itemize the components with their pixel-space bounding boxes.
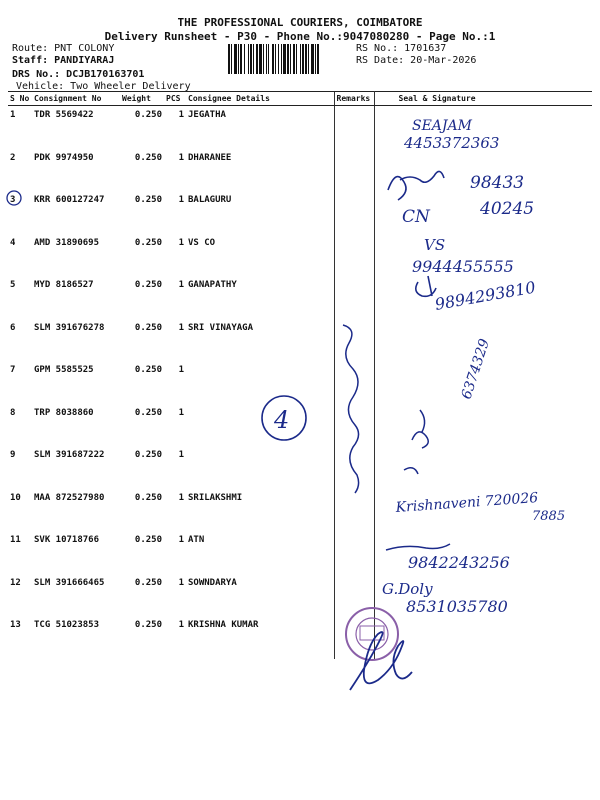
- barcode-bar: [278, 44, 279, 74]
- handwriting-note: 6374329: [458, 336, 494, 402]
- row-weight: 0.250: [134, 365, 162, 375]
- row-seal-signature: [374, 106, 592, 149]
- row-seal-signature: [374, 489, 592, 532]
- row-weight: 0.250: [134, 407, 162, 418]
- row-consignee: SRI VINAYAGA: [188, 322, 254, 333]
- row-sno: 11: [10, 535, 21, 545]
- row-sno: 1: [10, 110, 16, 120]
- row-consignment-no: SVK 10718766: [34, 535, 100, 545]
- row-consignment-no: KRR 600127247: [34, 195, 105, 205]
- runsheet-table: [8, 91, 592, 659]
- row-remarks: [334, 489, 374, 532]
- row-remarks: [334, 106, 374, 149]
- row-consignment-no: SLM 391666465: [34, 577, 105, 588]
- rs-number: RS No.: 1701637: [356, 43, 447, 54]
- col-header-weight: Weight: [120, 92, 164, 106]
- barcode-bar: [315, 44, 316, 74]
- row-consignment-no: PDK 9974950: [34, 152, 94, 163]
- row-remarks: [334, 276, 374, 319]
- row-pcs: 1: [178, 195, 184, 205]
- row-consignee: ATN: [188, 535, 205, 545]
- row-consignee: SOWNDARYA: [188, 577, 237, 588]
- barcode-bar: [272, 44, 274, 74]
- row-sno: 3: [10, 195, 16, 205]
- row-consignee: [186, 446, 334, 489]
- row-sno: 8: [10, 407, 16, 418]
- row-weight: 0.250: [134, 280, 162, 290]
- row-weight: 0.250: [134, 492, 162, 503]
- col-header-consignee: Consignee Details: [186, 92, 334, 106]
- barcode-bar: [238, 44, 239, 74]
- row-consignee: [186, 404, 334, 447]
- row-remarks: [334, 319, 374, 362]
- row-sno: 2: [10, 152, 16, 163]
- barcode-bar: [268, 44, 269, 74]
- barcode-bar: [228, 44, 230, 74]
- row-weight: 0.250: [134, 577, 162, 588]
- row-weight: 0.250: [134, 450, 162, 460]
- table-row: [8, 404, 592, 447]
- row-sno: 9: [10, 450, 16, 460]
- col-header-seal: Seal & Signature: [374, 92, 592, 106]
- barcode-bar: [302, 44, 304, 74]
- handwriting-note: 7885: [532, 509, 566, 524]
- row-pcs: 1: [178, 407, 184, 418]
- barcode-bar: [300, 44, 301, 74]
- barcode-bar: [296, 44, 297, 74]
- barcode-bar: [290, 44, 291, 74]
- runsheet-subtitle: Delivery Runsheet - P30 - Phone No.:9047080280 - Page No.:1: [104, 30, 496, 43]
- row-pcs: 1: [178, 365, 184, 375]
- handwriting-note: SEAJAM: [412, 118, 472, 134]
- row-weight: 0.250: [134, 195, 162, 205]
- row-remarks: [334, 616, 374, 659]
- handwriting-note: 8531035780: [406, 597, 508, 616]
- barcode-bar: [244, 44, 245, 74]
- table-row: [8, 191, 592, 234]
- handwriting-note: CN: [402, 207, 430, 227]
- barcode-bar: [283, 44, 286, 74]
- barcode-image: [228, 44, 352, 74]
- handwriting-note: 9842243256: [408, 553, 510, 572]
- row-weight: 0.250: [134, 152, 162, 163]
- row-pcs: 1: [178, 152, 184, 163]
- handwriting-note: 4453372363: [404, 134, 500, 152]
- row-remarks: [334, 234, 374, 277]
- table-row: [8, 149, 592, 192]
- route-label: Route: PNT COLONY: [12, 43, 115, 54]
- row-sno: 7: [10, 365, 16, 375]
- row-pcs: 1: [178, 577, 184, 588]
- barcode-bar: [266, 44, 267, 74]
- barcode-bar: [256, 44, 258, 74]
- row-seal-signature: [374, 361, 592, 404]
- barcode-bar: [311, 44, 314, 74]
- table-row: [8, 361, 592, 404]
- row-sno: 5: [10, 280, 16, 290]
- barcode-bar: [317, 44, 319, 74]
- company-title: THE PROFESSIONAL COURIERS, COIMBATORE: [177, 16, 423, 29]
- table-row: [8, 531, 592, 574]
- row-consignment-no: TCG 51023853: [34, 620, 100, 630]
- row-consignment-no: SLM 391687222: [34, 450, 105, 460]
- barcode-bar: [250, 44, 252, 74]
- row-remarks: [334, 574, 374, 617]
- row-seal-signature: [374, 149, 592, 192]
- col-header-consignment: Consignment No: [32, 92, 120, 106]
- handwriting-note: 40245: [480, 199, 535, 219]
- table-row: [8, 489, 592, 532]
- row-consignment-no: MYD 8186527: [34, 280, 94, 290]
- row-sno: 10: [10, 492, 21, 503]
- row-sno: 4: [10, 237, 16, 248]
- row-remarks: [334, 361, 374, 404]
- row-pcs: 1: [178, 110, 184, 120]
- row-consignment-no: TRP 8038860: [34, 407, 94, 418]
- table-row: [8, 106, 592, 149]
- row-remarks: [334, 446, 374, 489]
- barcode-bar: [305, 44, 307, 74]
- row-weight: 0.250: [134, 620, 162, 630]
- row-consignee: GANAPATHY: [188, 280, 237, 290]
- drs-number: DRS No.: DCJB170163701: [12, 69, 145, 80]
- handwriting-note: 4: [274, 406, 290, 434]
- barcode-bar: [308, 44, 309, 74]
- row-seal-signature: [374, 276, 592, 319]
- row-remarks: [334, 531, 374, 574]
- row-seal-signature: [374, 191, 592, 234]
- row-consignee: BALAGURU: [188, 195, 232, 205]
- handwriting-note: G.Doly: [382, 580, 433, 598]
- row-consignee: SRILAKSHMI: [188, 492, 243, 503]
- barcode-bar: [275, 44, 276, 74]
- table-row: [8, 276, 592, 319]
- barcode-bar: [240, 44, 242, 74]
- handwriting-note: 9894293810: [433, 277, 537, 314]
- row-consignee: KRISHNA KUMAR: [188, 620, 259, 630]
- row-weight: 0.250: [134, 535, 162, 545]
- row-weight: 0.250: [134, 322, 162, 333]
- row-sno: 12: [10, 577, 21, 588]
- table-body: [8, 106, 592, 659]
- row-pcs: 1: [178, 620, 184, 630]
- barcode-bar: [248, 44, 249, 74]
- row-seal-signature: [374, 616, 592, 659]
- row-remarks: [334, 404, 374, 447]
- row-seal-signature: [374, 446, 592, 489]
- table-row: [8, 319, 592, 362]
- col-header-sno: S No: [8, 92, 32, 106]
- barcode-bar: [293, 44, 295, 74]
- table-row: [8, 574, 592, 617]
- row-weight: 0.250: [134, 237, 162, 248]
- col-header-pcs: PCS: [164, 92, 186, 106]
- barcode-bar: [234, 44, 237, 74]
- row-consignment-no: MAA 872527980: [34, 492, 105, 503]
- row-seal-signature: [374, 234, 592, 277]
- table-row: [8, 616, 592, 659]
- row-seal-signature: [374, 404, 592, 447]
- handwriting-note: 9944455555: [412, 257, 514, 276]
- barcode-bar: [253, 44, 254, 74]
- col-header-remarks: Remarks: [334, 92, 374, 106]
- row-consignee: VS CO: [188, 237, 216, 248]
- barcode-bar: [263, 44, 264, 74]
- row-remarks: [334, 149, 374, 192]
- row-remarks: [334, 191, 374, 234]
- vehicle-label: Vehicle: Two Wheeler Delivery: [16, 81, 191, 92]
- rs-date: RS Date: 20-Mar-2026: [356, 55, 477, 66]
- row-seal-signature: [374, 574, 592, 617]
- barcode-bar: [231, 44, 232, 74]
- row-seal-signature: [374, 319, 592, 362]
- row-pcs: 1: [178, 237, 184, 248]
- handwriting-note: Krishnaveni 720026: [395, 490, 539, 516]
- row-pcs: 1: [178, 322, 184, 333]
- row-consignee: DHARANEE: [188, 152, 232, 163]
- table-row: [8, 234, 592, 277]
- row-sno: 6: [10, 322, 16, 333]
- barcode-bar: [287, 44, 289, 74]
- table-row: [8, 446, 592, 489]
- barcode-bar: [281, 44, 282, 74]
- staff-label: Staff: PANDIYARAJ: [12, 55, 115, 66]
- row-pcs: 1: [178, 450, 184, 460]
- row-sno: 13: [10, 620, 21, 630]
- row-consignee: [186, 361, 334, 404]
- row-pcs: 1: [178, 280, 184, 290]
- barcode-bar: [259, 44, 262, 74]
- handwriting-note: 98433: [470, 173, 525, 193]
- handwriting-note: VS: [424, 236, 446, 254]
- row-weight: 0.250: [134, 110, 162, 120]
- row-consignment-no: GPM 5585525: [34, 365, 94, 375]
- table-header-row: [8, 92, 592, 106]
- row-pcs: 1: [178, 492, 184, 503]
- row-seal-signature: [374, 531, 592, 574]
- row-pcs: 1: [178, 535, 184, 545]
- row-consignment-no: SLM 391676278: [34, 322, 105, 333]
- row-consignee: JEGATHA: [188, 110, 226, 120]
- row-consignment-no: AMD 31890695: [34, 237, 100, 248]
- row-consignment-no: TDR 5569422: [34, 110, 94, 120]
